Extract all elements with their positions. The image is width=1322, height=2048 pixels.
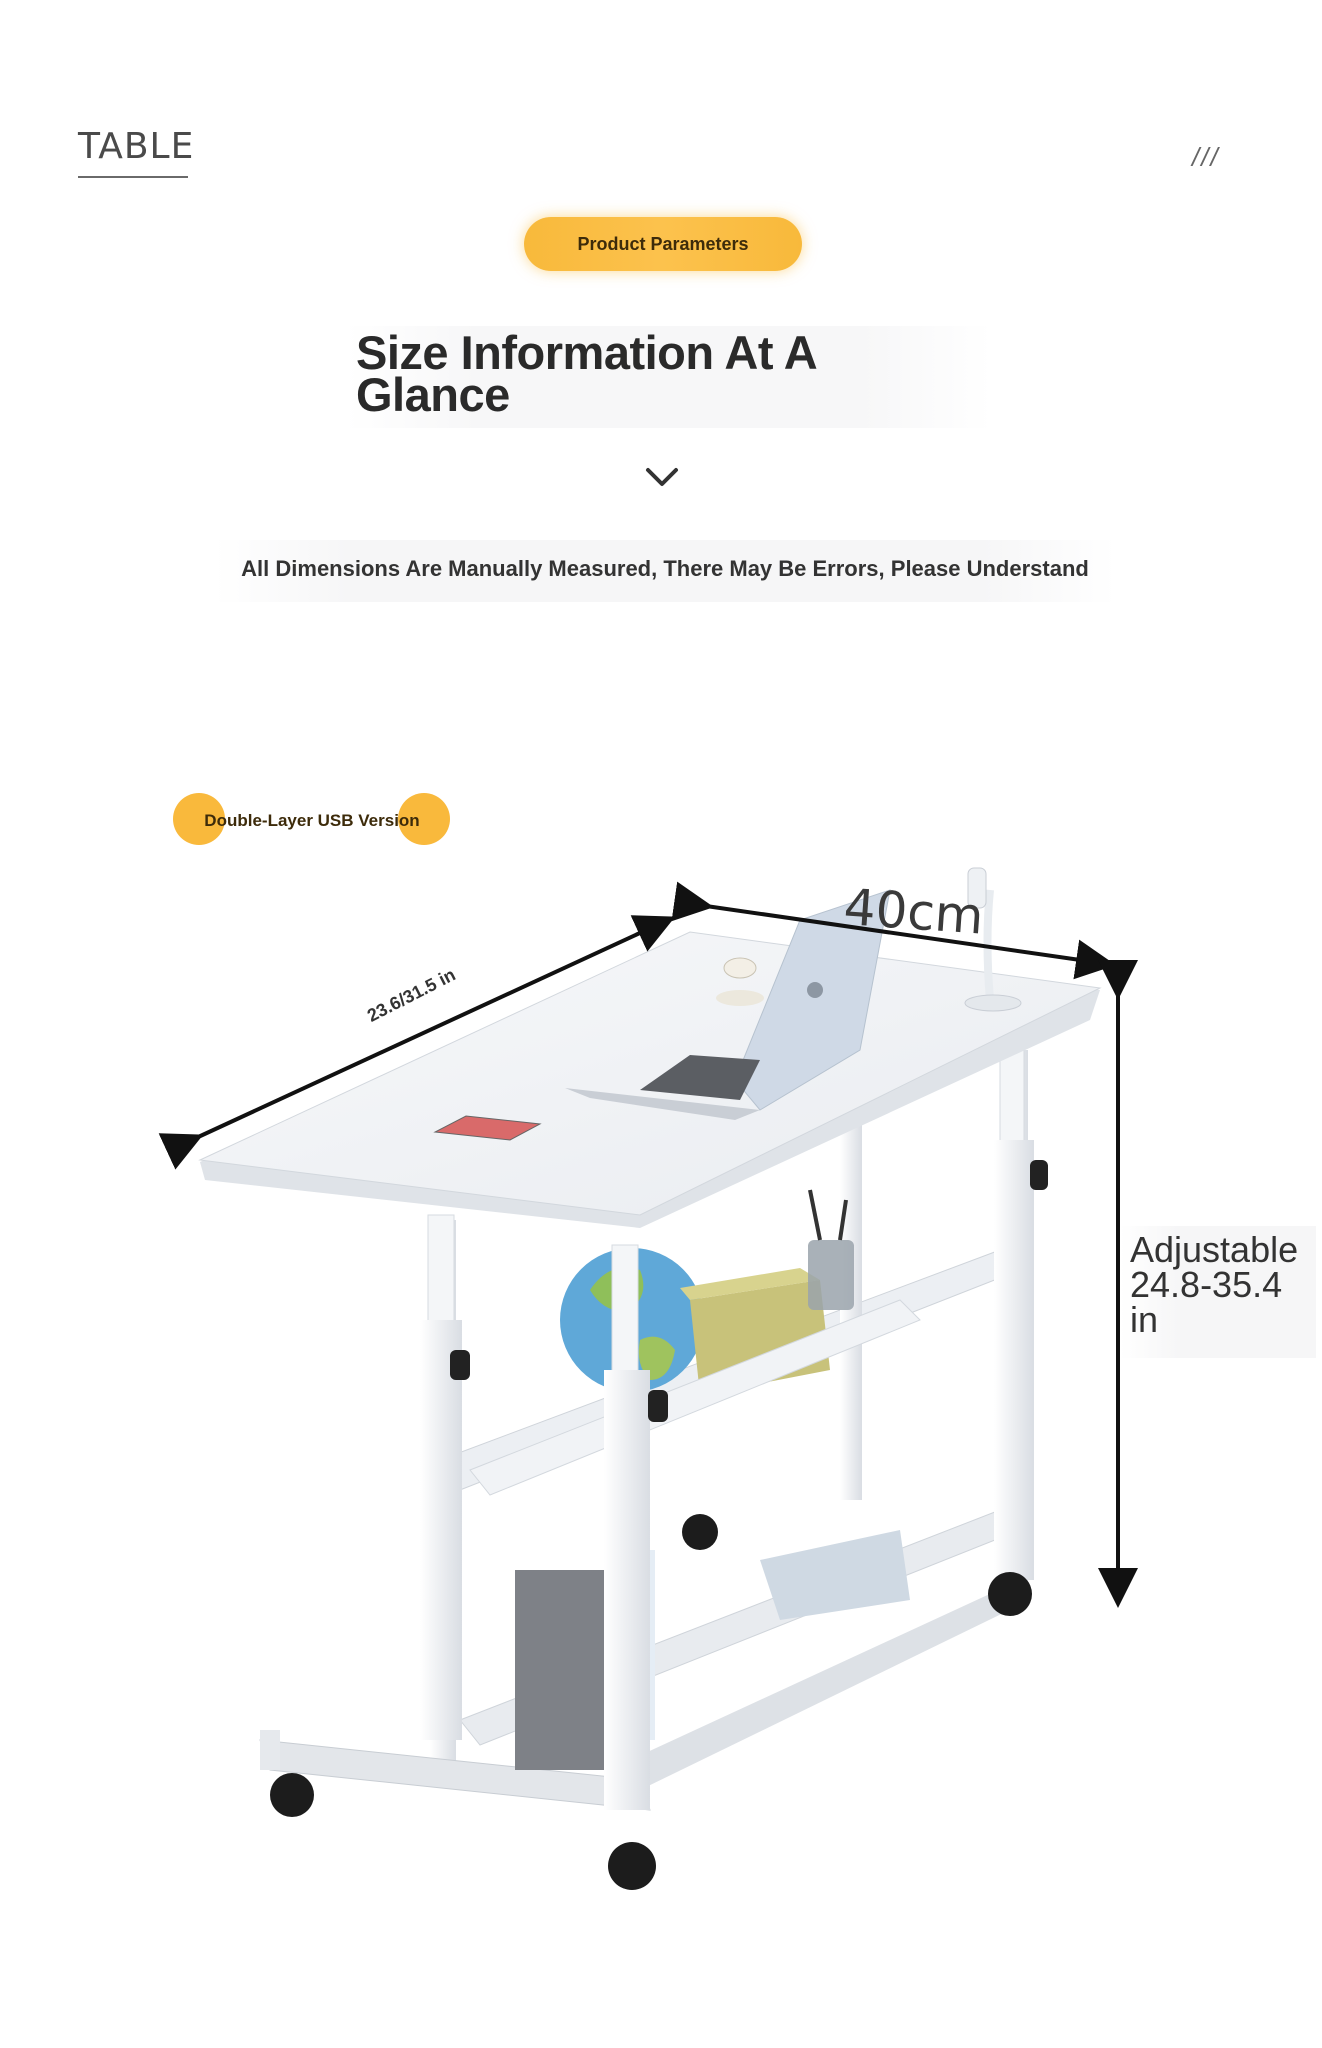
chevron-down-icon [644, 462, 680, 492]
brand-underline [78, 176, 188, 178]
version-badge: Double-Layer USB Version [204, 811, 420, 830]
measurement-note: All Dimensions Are Manually Measured, There May Be Errors, Please Understand [241, 556, 1089, 581]
depth-dimension-label: 40cm [841, 878, 986, 946]
brand-title: TABLE [78, 126, 195, 167]
section-title: Size Information At A Glance [356, 326, 816, 421]
table-top [200, 932, 1100, 1228]
width-dimension-label: 23.6/31.5 in [364, 964, 459, 1026]
decorative-slashes: /// [1192, 142, 1220, 172]
height-dimension-label: Adjustable 24.8-35.4 in [1130, 1229, 1299, 1340]
product-parameters-badge: Product Parameters [524, 217, 802, 271]
desk-illustration [0, 860, 1322, 2048]
